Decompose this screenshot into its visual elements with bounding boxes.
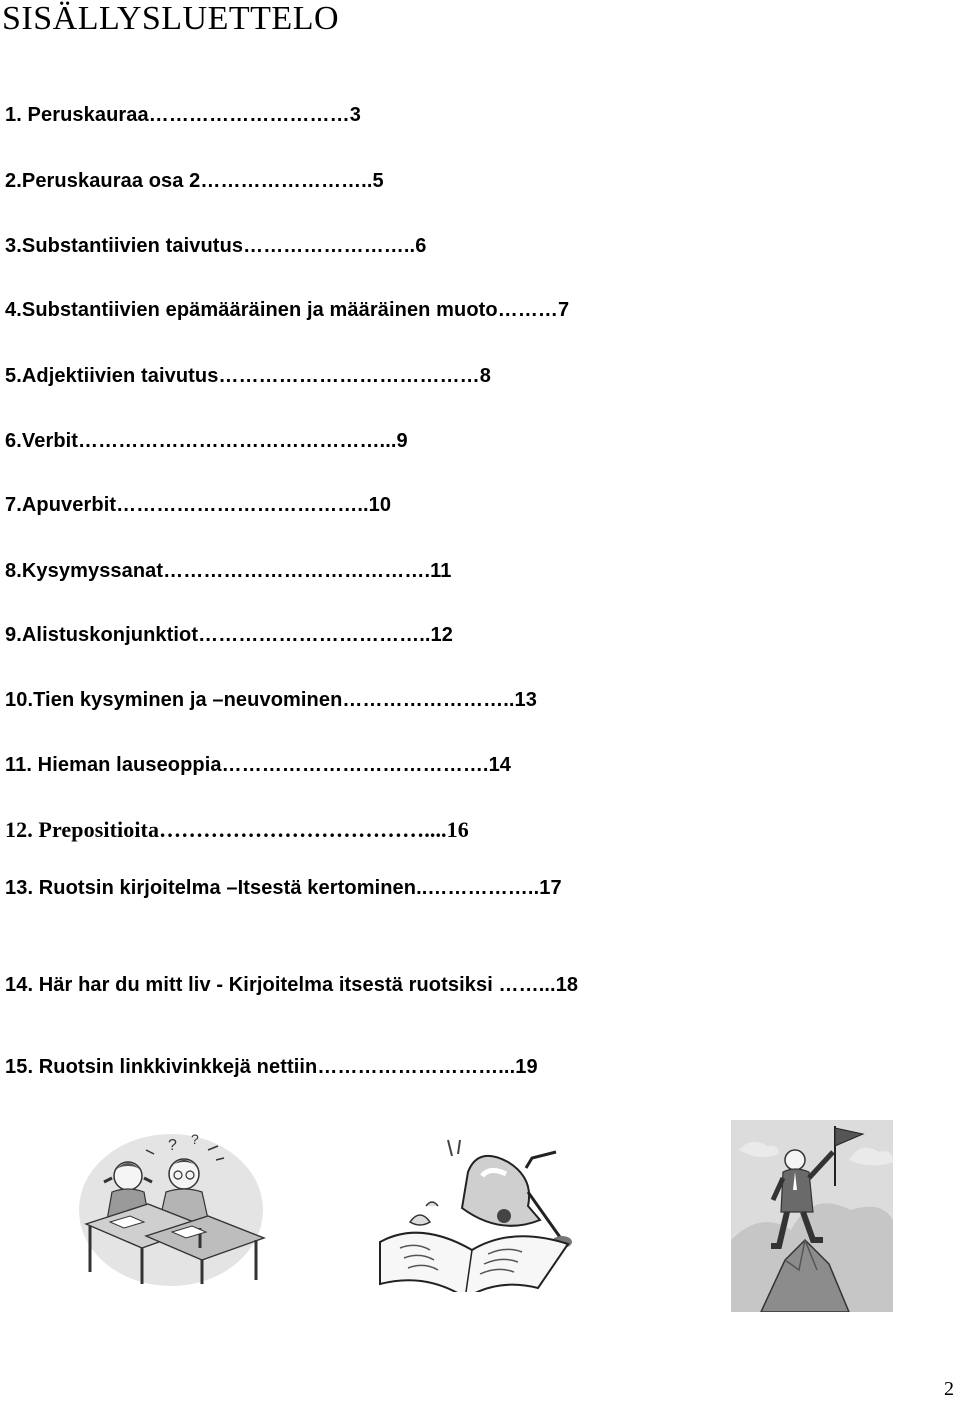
students-at-desks-clipart [76,1128,266,1288]
toc-entry: 15. Ruotsin linkkivinkkejä nettiin………………………...19 [5,1056,538,1078]
toc-title: SISÄLLYSLUETTELO [2,0,340,37]
businessman-flag-mountain-clipart [731,1120,893,1312]
toc-entry: 14. Här har du mitt liv - Kirjoitelma itsestä ruotsiksi ……...18 [5,974,579,996]
toc-entry: 3.Substantiivien taivutus……………………..6 [5,235,427,257]
toc-entry: 11. Hieman lauseoppia………………………………….14 [5,754,512,776]
toc-entry: 6.Verbit………………………………………...9 [5,430,408,452]
page-number: 2 [944,1378,954,1400]
toc-entry: 1. Peruskauraa…………………………3 [5,104,361,126]
toc-entry: 5.Adjektiivien taivutus…………………………………8 [5,365,491,387]
bell-and-open-book-clipart [376,1132,576,1292]
toc-entry: 12. Prepositioita………………………………....16 [5,817,469,842]
toc-entry: 7.Apuverbit………………………………..10 [5,494,392,516]
toc-entry: 13. Ruotsin kirjoitelma –Itsestä kertominen..……………..17 [5,877,562,899]
toc-entry: 2.Peruskauraa osa 2……………………..5 [5,170,384,192]
toc-entry: 8.Kysymyssanat………………………………….11 [5,560,452,582]
toc-entry: 4.Substantiivien epämääräinen ja määräinen muoto………7 [5,299,570,321]
svg-text:?: ? [191,1131,199,1147]
toc-entry: 9.Alistuskonjunktiot……………………………..12 [5,624,453,646]
svg-text:?: ? [168,1137,177,1154]
toc-entry: 10.Tien kysyminen ja –neuvominen……………………..13 [5,689,537,711]
